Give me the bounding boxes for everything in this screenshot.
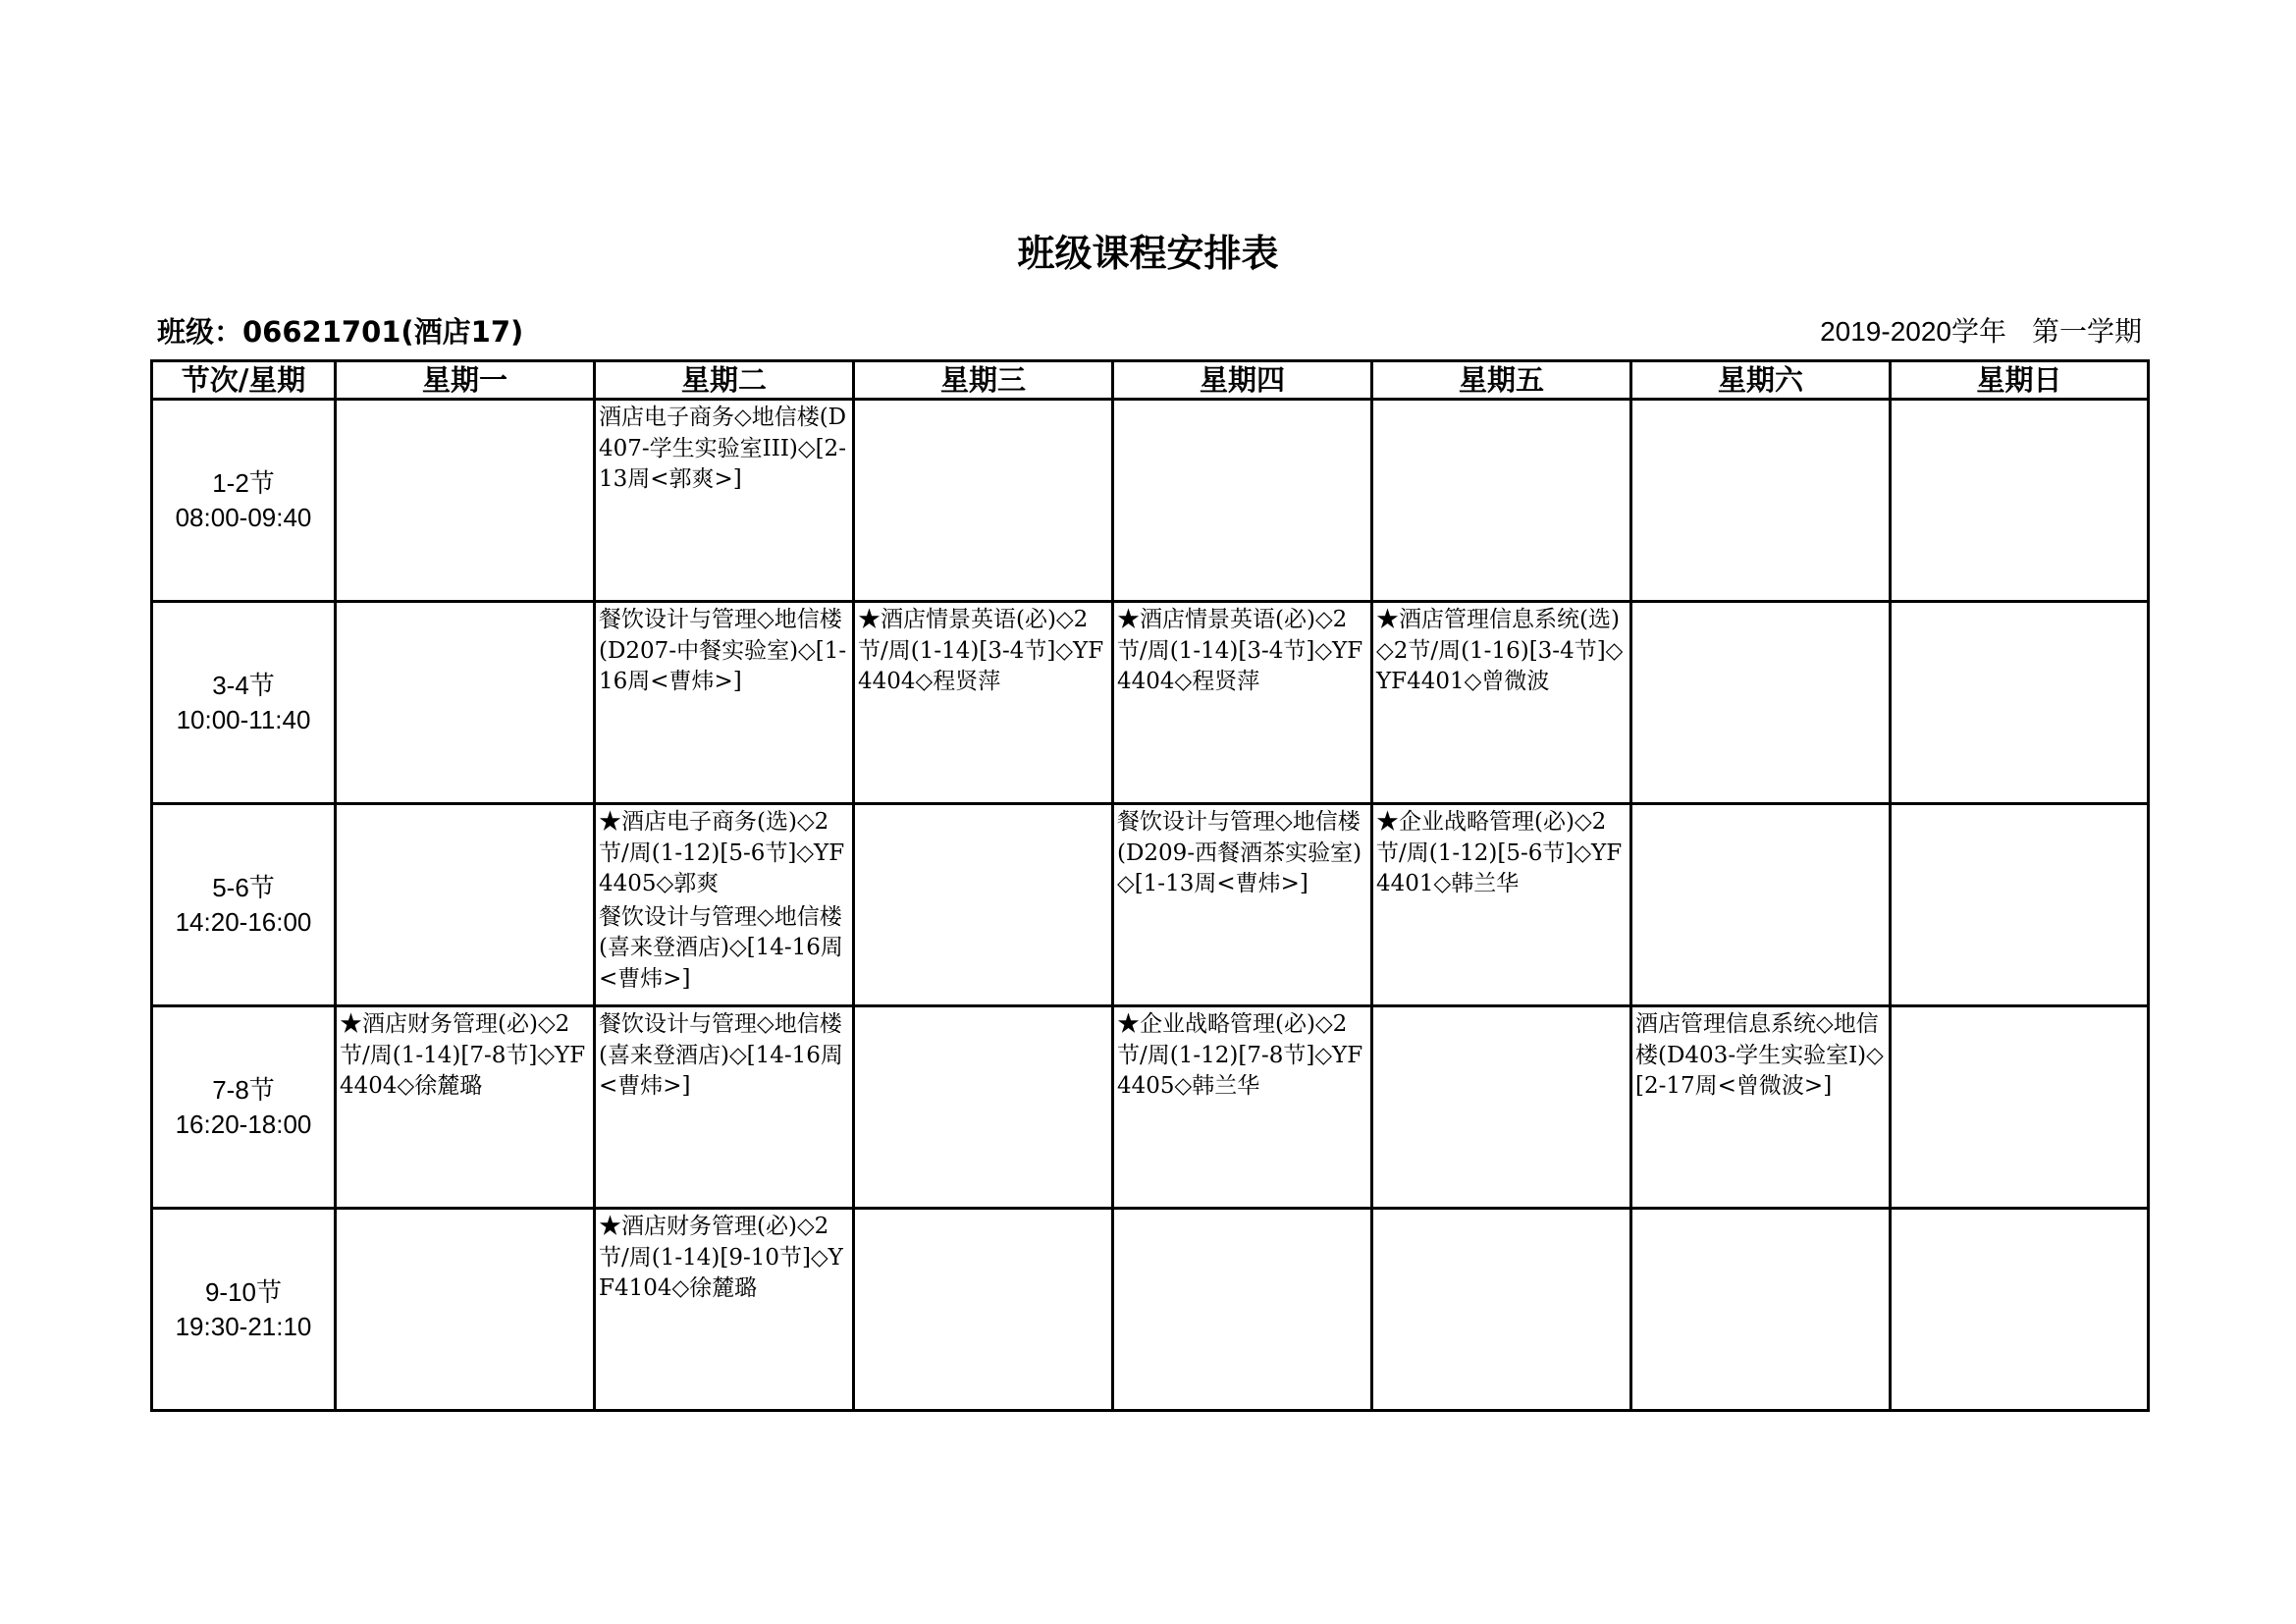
header-friday: 星期五 [1372,361,1631,400]
header-row [152,361,2149,400]
course-entry: 餐饮设计与管理◇地信楼(喜来登酒店)◇[14-16周<曹炜>] [599,1011,843,1099]
header-thursday: 星期四 [1113,361,1372,400]
schedule-cell-monday [336,400,595,602]
course-entry: ★企业战略管理(必)◇2节/周(1-12)[5-6节]◇YF4401◇韩兰华 [1376,809,1623,896]
schedule-cell-tuesday [595,1006,854,1209]
page-title: 班级课程安排表 [1017,232,1279,275]
schedule-cell-sunday [1891,1006,2149,1209]
period-cell [152,400,336,602]
course-entry: ★酒店财务管理(必)◇2节/周(1-14)[7-8节]◇YF4404◇徐麓璐 [340,1011,586,1099]
period-label: 5-6节 [212,872,275,902]
period-label: 3-4节 [212,670,275,700]
table-row [152,602,2149,804]
term-label [1820,312,2142,352]
schedule-cell-wednesday [854,1006,1113,1209]
class-label: 班级：06621701(酒店17) [157,315,524,349]
course-entry: 酒店电子商务◇地信楼(D407-学生实验室III)◇[2-13周<郭爽>] [599,405,847,492]
period-time: 19:30-21:10 [175,1311,312,1341]
schedule-cell-wednesday [854,602,1113,804]
schedule-cell-monday [336,1209,595,1411]
course-entry: ★酒店财务管理(必)◇2节/周(1-14)[9-10节]◇YF4104◇徐麓璐 [599,1214,843,1301]
course-entry: ★酒店管理信息系统(选)◇2节/周(1-16)[3-4节]◇YF4401◇曾微波 [1376,607,1624,694]
table-row [152,804,2149,1006]
schedule-cell-thursday [1113,1006,1372,1209]
schedule-cell-thursday [1113,1209,1372,1411]
period-cell [152,804,336,1006]
header-sunday: 星期日 [1891,361,2149,400]
schedule-cell-wednesday [854,400,1113,602]
schedule-cell-thursday [1113,400,1372,602]
schedule-table [150,359,2150,1412]
schedule-cell-saturday [1631,400,1891,602]
header-saturday: 星期六 [1631,361,1891,400]
schedule-cell-saturday [1631,804,1891,1006]
period-time: 10:00-11:40 [176,704,311,734]
period-cell [152,1006,336,1209]
schedule-cell-saturday [1631,1209,1891,1411]
header-monday: 星期一 [336,361,595,400]
semester: 第一学期 [2031,316,2142,347]
schedule-cell-monday [336,1006,595,1209]
period-cell [152,602,336,804]
period-label: 7-8节 [212,1074,275,1105]
period-time: 16:20-18:00 [175,1109,312,1139]
period-cell [152,1209,336,1411]
schedule-cell-friday [1372,1006,1631,1209]
course-entry: ★酒店情景英语(必)◇2节/周(1-14)[3-4节]◇YF4404◇程贤萍 [1117,607,1363,694]
academic-year: 2019-2020学年 [1820,316,2006,347]
course-entry: 餐饮设计与管理◇地信楼(喜来登酒店)◇[14-16周<曹炜>] [599,903,843,992]
schedule-cell-saturday [1631,602,1891,804]
schedule-cell-sunday [1891,400,2149,602]
schedule-cell-tuesday [595,400,854,602]
course-entry: 酒店管理信息系统◇地信楼(D403-学生实验室Ⅰ)◇[2-17周<曾微波>] [1635,1011,1884,1099]
schedule-body [152,400,2149,1411]
schedule-cell-saturday [1631,1006,1891,1209]
period-label: 1-2节 [212,467,275,498]
period-time: 14:20-16:00 [175,906,312,937]
course-entry: ★酒店情景英语(必)◇2节/周(1-14)[3-4节]◇YF4404◇程贤萍 [858,607,1104,694]
schedule-cell-monday [336,804,595,1006]
schedule-cell-sunday [1891,602,2149,804]
table-row [152,1209,2149,1411]
header-tuesday: 星期二 [595,361,854,400]
schedule-cell-tuesday [595,804,854,1006]
schedule-cell-sunday [1891,804,2149,1006]
schedule-cell-friday [1372,804,1631,1006]
schedule-cell-monday [336,602,595,804]
course-entry: 餐饮设计与管理◇地信楼(D209-西餐酒茶实验室)◇[1-13周<曹炜>] [1117,809,1362,896]
schedule-cell-tuesday [595,602,854,804]
header-period-weekday: 节次/星期 [152,361,336,400]
period-time: 08:00-09:40 [175,502,312,532]
schedule-cell-wednesday [854,1209,1113,1411]
schedule-cell-friday [1372,400,1631,602]
table-row [152,1006,2149,1209]
course-entry: ★企业战略管理(必)◇2节/周(1-12)[7-8节]◇YF4405◇韩兰华 [1117,1011,1363,1099]
schedule-cell-sunday [1891,1209,2149,1411]
schedule-cell-thursday [1113,804,1372,1006]
schedule-cell-friday [1372,602,1631,804]
course-entry: 餐饮设计与管理◇地信楼(D207-中餐实验室)◇[1-16周<曹炜>] [599,607,847,694]
schedule-cell-thursday [1113,602,1372,804]
schedule-cell-friday [1372,1209,1631,1411]
table-row [152,400,2149,602]
header-wednesday: 星期三 [854,361,1113,400]
period-label: 9-10节 [204,1276,283,1307]
schedule-cell-wednesday [854,804,1113,1006]
course-entry: ★酒店电子商务(选)◇2节/周(1-12)[5-6节]◇YF4405◇郭爽 [599,809,845,896]
schedule-cell-tuesday [595,1209,854,1411]
